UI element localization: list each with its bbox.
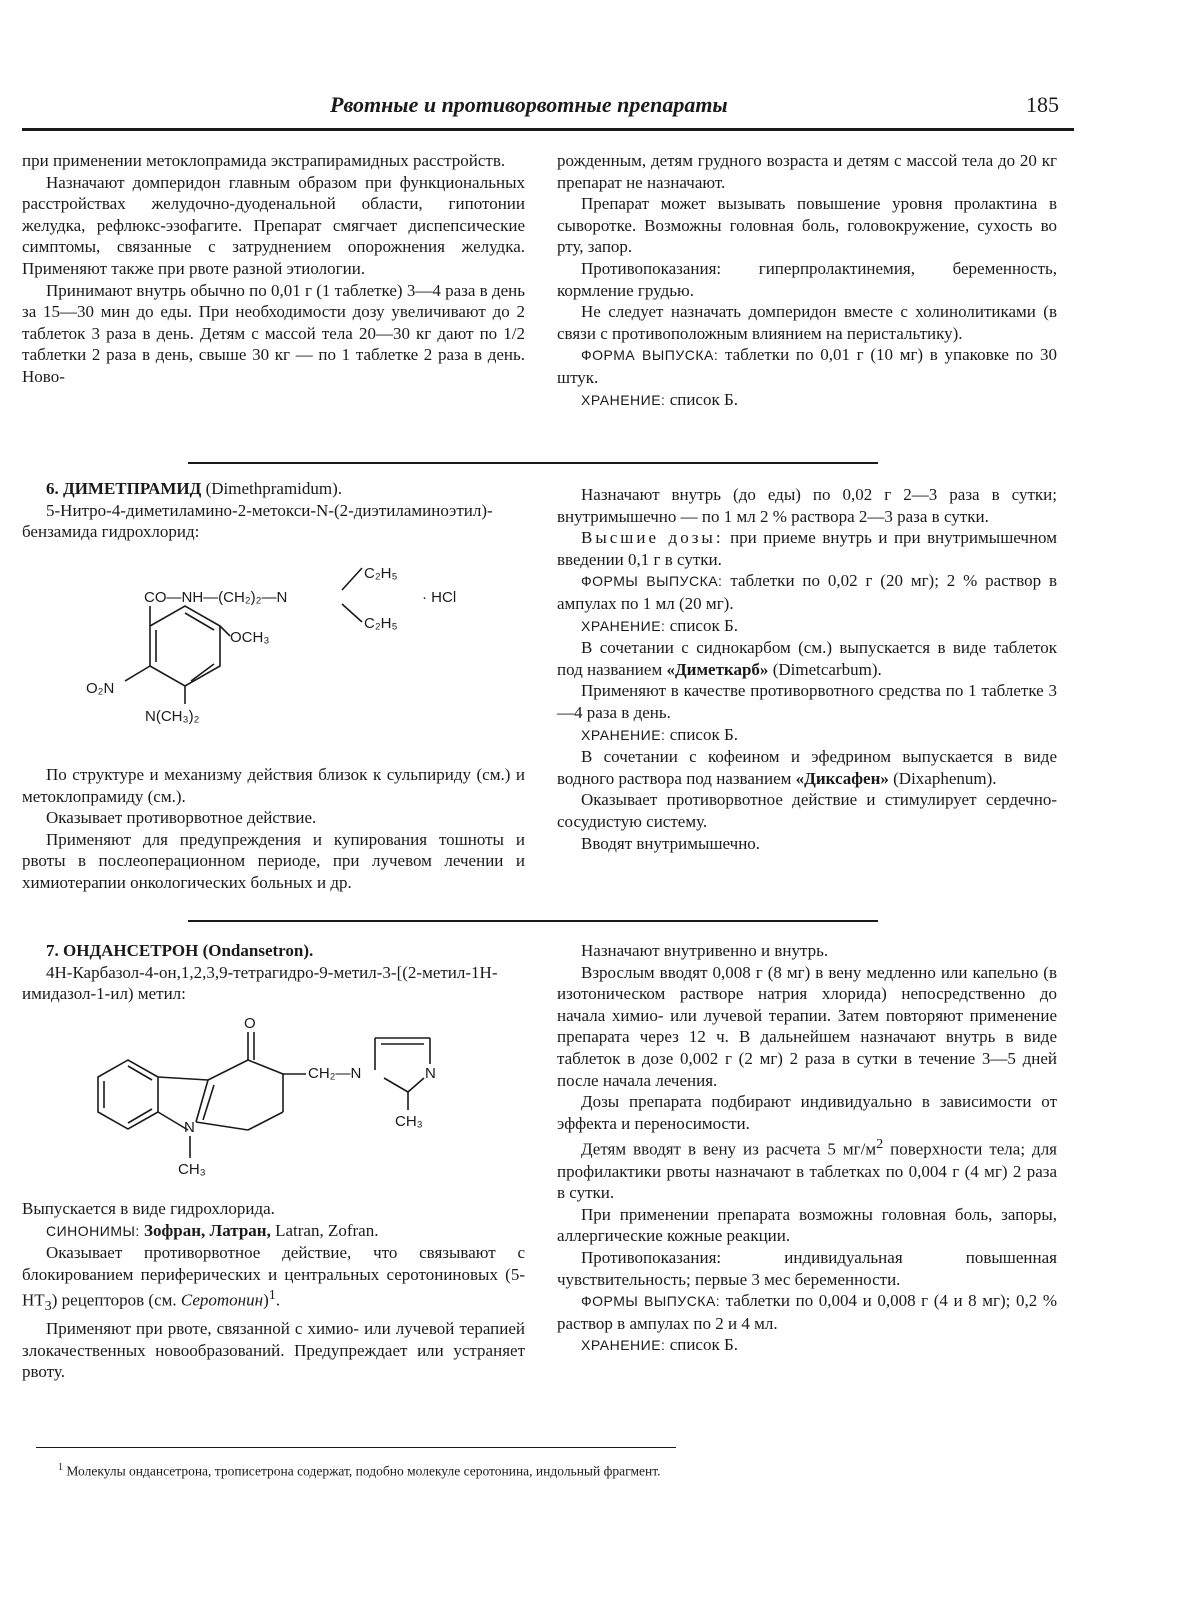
ethyl-bottom-label: C₂H₅ bbox=[364, 615, 398, 632]
paragraph: При применении препарата возможны головная боль, запоры, аллергические кожные реакции. bbox=[557, 1204, 1057, 1246]
paragraph: Оказывает противорвотное действие, что связывают с блокированием периферических и центральных серотониновых $(5-НТ_3)$ рецепторов (см. Серотонин)$^1$. bbox=[22, 1243, 525, 1315]
footnote: $^1$ Молекулы ондансетрона, трописетрона содержат, подобно молекуле серотонина, индольный фрагмент. bbox=[58, 1462, 661, 1479]
footnote-rule bbox=[36, 1447, 676, 1448]
drug6-left-column bbox=[22, 478, 525, 543]
paragraph: ХРАНЕНИЕ: список Б. bbox=[581, 389, 738, 409]
paragraph: По структуре и механизму действия близок к сульпириду (см.) и метоклопрамиду (см.). bbox=[22, 765, 525, 806]
paragraph: Противопоказания: индивидуальная повышенная чувствительность; первые 3 мес беременности. bbox=[557, 1247, 1057, 1289]
paragraph: при применении метоклопрамида экстрапирамидных расстройств. bbox=[22, 151, 506, 170]
section-separator bbox=[188, 462, 878, 464]
paragraph: Оказывает противорвотное действие. bbox=[46, 808, 317, 828]
section-separator bbox=[188, 920, 878, 922]
paragraph: Применяют при рвоте, связанной с химио- или лучевой терапией злокачественных новообразований. Предупреждает или устраняет рвоту. bbox=[22, 1319, 525, 1382]
paragraph: Дозы препарата подбирают индивидуально в зависимости от эффекта и переносимости. bbox=[557, 1092, 1057, 1133]
paragraph: ФОРМЫ ВЫПУСКА: таблетки по 0,004 и 0,008 г (4 и 8 мг); 0,2 % раствор в ампулах по 2 и 4 мл. bbox=[557, 1291, 1057, 1333]
drug-heading: 7. ОНДАНСЕТРОН (Ondansetron). bbox=[46, 941, 314, 960]
paragraph: Принимают внутрь обычно по 0,01 г (1 таблетке) 3—4 раза в день за 15—30 мин до еды. При необходимости дозу увеличивают до 2 таблеток 3 раза в день. Детям с массой тела 20—30 кг дают по 1/2 таблетки 2 раза в день, свыше 30 кг — по 1 таблетке 2 раза в день. Ново- bbox=[22, 280, 525, 386]
indole-nitrogen-label: N bbox=[184, 1119, 195, 1136]
drug6-right-column bbox=[557, 484, 1057, 854]
paragraph: Назначают внутривенно и внутрь. bbox=[581, 941, 829, 960]
methylene-linker-label: CH₂—N bbox=[308, 1065, 362, 1082]
paragraph: Высшие дозы: при приеме внутрь и при внутримышечном введении 0,1 г в сутки. bbox=[557, 528, 1057, 569]
n-methyl-label: CH₃ bbox=[178, 1161, 206, 1178]
drug7-left-column-text bbox=[22, 1198, 525, 1383]
paragraph: ФОРМЫ ВЫПУСКА: таблетки по 0,02 г (20 мг); 2 % раствор в ампулах по 1 мл (20 мг). bbox=[557, 571, 1057, 613]
header-rule bbox=[22, 128, 1074, 131]
top-right-column bbox=[557, 150, 1057, 411]
paragraph: Взрослым вводят 0,008 г (8 мг) в вену медленно или капельно (в изотоническом растворе натрия хлорида) непосредственно до начала химио- или лучевой терапии. Затем повторяют применение препарата через 12 ч. В дальнейшем назначают внутрь в виде таблеток в дозе 0,002 г (2 мг) 2 раза в сутки в течение 3—5 дней после начала лечения. bbox=[557, 962, 1057, 1090]
nitro-label: O₂N bbox=[86, 680, 115, 697]
paragraph: Детям вводят в вену из расчета 5 $мг/м^2$ поверхности тела; для профилактики рвоты назначают в таблетках по 0,004 г (4 мг) 2 раза в сутки. bbox=[557, 1136, 1057, 1203]
paragraph: Вводят внутримышечно. bbox=[581, 833, 761, 853]
drug7-right-column bbox=[557, 940, 1057, 1357]
fraction: 1/2 bbox=[503, 323, 525, 343]
paragraph: Применяют в качестве противорвотного средства по 1 таблетке 3—4 раза в день. bbox=[557, 681, 1057, 722]
dimethylamino-label: N(CH₃)₂ bbox=[145, 708, 200, 725]
carbonyl-oxygen-label: O bbox=[244, 1015, 256, 1032]
paragraph: Выпускается в виде гидрохлорида. bbox=[22, 1199, 275, 1218]
paragraph: Препарат может вызывать повышение уровня пролактина в сыворотке. Возможны головная боль, головокружение, сухость во рту, запор. bbox=[557, 194, 1057, 257]
paragraph: ФОРМА ВЫПУСКА: таблетки по 0,01 г (10 мг) в упаковке по 30 штук. bbox=[557, 345, 1057, 387]
methoxy-label: OCH₃ bbox=[230, 629, 270, 646]
paragraph: Применяют для предупреждения и купирования тошноты и рвоты в послеоперационном периоде, при лучевом лечении и химиотерапии онкологических больных и др. bbox=[22, 829, 525, 892]
imidazole-methyl-label: CH₃ bbox=[395, 1113, 423, 1130]
chemical-name: 4H-Карбазол-4-он,1,2,3,9-тетрагидро-9-метил-3-[(2-метил-1H-имидазол-1-ил) метил: bbox=[22, 962, 498, 1004]
paragraph: Оказывает противорвотное действие и стимулирует сердечно-сосудистую систему. bbox=[557, 790, 1057, 831]
drug7-left-column bbox=[22, 940, 525, 1005]
chemical-name: 5-Нитро-4-диметиламино-2-метокси-N-(2-диэтиламиноэтил)-бензамида гидрохлорид: bbox=[22, 500, 493, 542]
footnote-ref: 1 bbox=[268, 1287, 276, 1304]
paragraph: ХРАНЕНИЕ: список Б. bbox=[581, 615, 738, 635]
paragraph: ХРАНЕНИЕ: список Б. bbox=[581, 724, 738, 744]
top-left-column bbox=[22, 150, 525, 388]
paragraph: ХРАНЕНИЕ: список Б. bbox=[581, 1335, 738, 1355]
drug-heading: 6. ДИМЕТПРАМИД (Dimethpramidum). bbox=[46, 479, 343, 498]
paragraph: Не следует назначать домперидон вместе с холинолитиками (в связи с противоположным влиянием на перистальтику). bbox=[557, 302, 1057, 343]
amide-chain-label: CO—NH—(CH₂)₂—N bbox=[144, 589, 288, 606]
paragraph: Противопоказания: гиперпролактинемия, беременность, кормление грудью. bbox=[557, 258, 1057, 300]
running-header-title: Рвотные и противорвотные препараты bbox=[330, 92, 728, 117]
ondansetron-structure bbox=[90, 1012, 470, 1187]
paragraph: Назначают внутрь (до еды) по 0,02 г 2—3 раза в сутки; внутримышечно — по 1 мл 2 % раствора 2—3 раза в сутки. bbox=[557, 485, 1057, 526]
drug6-left-column-text bbox=[22, 764, 525, 894]
hcl-salt-label: · HCl bbox=[422, 589, 457, 606]
imidazole-nitrogen-label: N bbox=[425, 1065, 436, 1082]
page-number: 185 bbox=[1026, 92, 1059, 117]
paragraph: рожденным, детям грудного возраста и детям с массой тела до 20 кг препарат не назначают. bbox=[557, 151, 1057, 192]
paragraph: В сочетании с сиднокарбом (см.) выпускается в виде таблеток под названием «Диметкарб» (Dimetcarbum). bbox=[557, 638, 1057, 679]
paragraph: Назначают домперидон главным образом при функциональных расстройствах желудочно-дуоденальной области, гипотонии желудка, рефлюкс-эзофагите. Препарат смягчает диспепсические симптомы, связанные с затруднением опорожнения желудка. Применяют также при рвоте разной этиологии. bbox=[22, 172, 525, 278]
synonyms: СИНОНИМЫ: Зофран, Латран, Latran, Zofran. bbox=[46, 1220, 379, 1240]
ethyl-top-label: C₂H₅ bbox=[364, 565, 398, 582]
dimethpramide-structure bbox=[50, 556, 490, 741]
paragraph: В сочетании с кофеином и эфедрином выпускается в виде водного раствора под названием «Диксафен» (Dixaphenum). bbox=[557, 747, 1057, 788]
